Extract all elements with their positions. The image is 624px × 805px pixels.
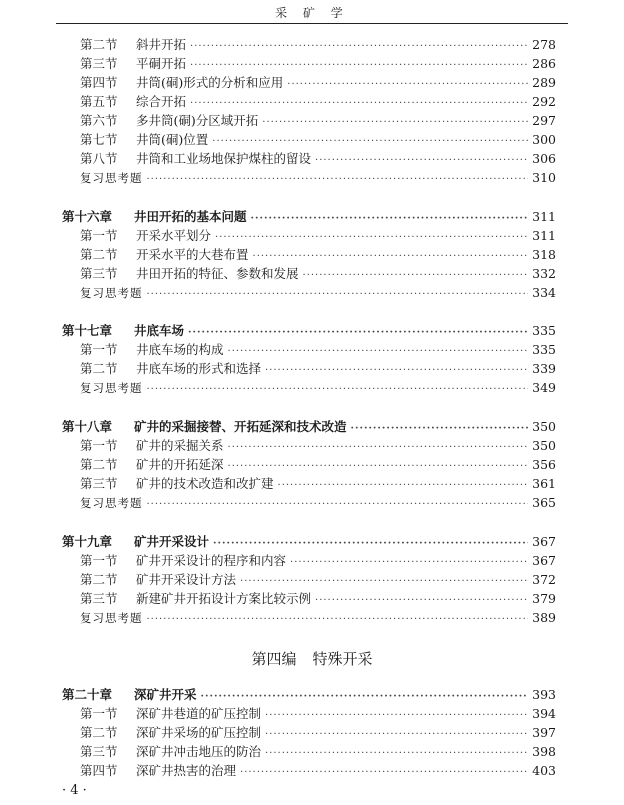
section-number: 第一节 [80, 706, 118, 721]
dot-leader [240, 573, 528, 591]
dot-leader [265, 745, 528, 763]
dot-leader [315, 152, 528, 170]
dot-leader [240, 764, 528, 782]
dot-leader [228, 439, 528, 457]
dot-leader [290, 554, 528, 572]
dot-leader [265, 726, 528, 744]
section-number: 第三节 [80, 744, 118, 759]
page-ref: 300 [532, 132, 556, 147]
toc-review-entry[interactable] [80, 609, 556, 627]
chapter-title: 井田开拓的基本问题 [134, 209, 247, 224]
part-heading [0, 648, 624, 669]
dot-leader [315, 592, 528, 610]
review-title: 复习思考题 [80, 171, 143, 185]
page-ref: 339 [532, 361, 556, 376]
section-number: 第二节 [80, 37, 118, 52]
page-ref: 286 [532, 56, 556, 71]
toc-entry[interactable] [80, 762, 556, 780]
review-title: 复习思考题 [80, 496, 143, 510]
chapter-number: 第十九章 [62, 534, 113, 549]
section-title: 深矿井冲击地压的防治 [136, 744, 262, 759]
section-title: 井田开拓的特征、参数和发展 [136, 266, 299, 281]
section-title: 矿井开采设计的程序和内容 [136, 553, 287, 568]
page-ref: 393 [532, 687, 556, 702]
running-header: 采 矿 学 [275, 6, 349, 20]
page-ref: 297 [532, 113, 556, 128]
toc-chapter[interactable] [62, 533, 556, 551]
chapter-title: 矿井的采掘接替、开拓延深和技术改造 [134, 419, 347, 434]
toc-entry[interactable] [80, 360, 556, 378]
dot-leader [213, 535, 528, 553]
section-number: 第三节 [80, 476, 118, 491]
section-number: 第二节 [80, 572, 118, 587]
toc-review-entry[interactable] [80, 284, 556, 302]
page-ref: 397 [532, 725, 556, 740]
page-ref: 350 [532, 419, 556, 434]
page-ref: 356 [532, 457, 556, 472]
section-number: 第五节 [80, 94, 118, 109]
page-ref: 349 [532, 380, 556, 395]
chapter-title: 井底车场 [134, 323, 185, 338]
page-ref: 311 [532, 228, 556, 243]
dot-leader [228, 458, 528, 476]
toc-entry[interactable] [80, 131, 556, 149]
section-title: 深矿井采场的矿压控制 [136, 725, 262, 740]
toc-chapter[interactable] [62, 686, 556, 704]
toc-entry[interactable] [80, 590, 556, 608]
dot-leader [212, 133, 528, 151]
toc-chapter[interactable] [62, 418, 556, 436]
section-number: 第六节 [80, 113, 118, 128]
toc-entry[interactable] [80, 552, 556, 570]
dot-leader [201, 688, 528, 706]
page-ref: 372 [532, 572, 556, 587]
page-ref: 292 [532, 94, 556, 109]
section-number: 第二节 [80, 725, 118, 740]
chapter-number: 第十七章 [62, 323, 113, 338]
section-title: 深矿井巷道的矿压控制 [136, 706, 262, 721]
dot-leader [190, 38, 528, 56]
section-number: 第一节 [80, 438, 118, 453]
toc-entry[interactable] [80, 456, 556, 474]
section-title: 井筒(硐)形式的分析和应用 [136, 75, 284, 90]
dot-leader [188, 324, 528, 342]
page-ref: 379 [532, 591, 556, 606]
page-ref: 311 [532, 209, 556, 224]
toc-review-entry[interactable] [80, 169, 556, 187]
part-label: 第四编 [251, 650, 297, 668]
part-title: 特殊开采 [312, 650, 373, 668]
section-title: 开采水平的大巷布置 [136, 247, 249, 262]
toc-entry[interactable] [80, 724, 556, 742]
dot-leader [262, 114, 528, 132]
page-ref: 350 [532, 438, 556, 453]
page-ref: 365 [532, 495, 556, 510]
page-ref: 367 [532, 534, 556, 549]
page-ref: 334 [532, 285, 556, 300]
chapter-title: 深矿井开采 [134, 687, 197, 702]
page-ref: 335 [532, 342, 556, 357]
section-title: 平硐开拓 [136, 56, 187, 71]
section-number: 第三节 [80, 266, 118, 281]
dot-leader [215, 229, 528, 247]
chapter-number: 第二十章 [62, 687, 113, 702]
page-ref: 361 [532, 476, 556, 491]
page-ref: 389 [532, 610, 556, 625]
dot-leader [228, 343, 528, 361]
section-title: 井底车场的构成 [136, 342, 224, 357]
dot-leader [251, 210, 528, 228]
section-number: 第一节 [80, 553, 118, 568]
dot-leader [287, 76, 528, 94]
section-title: 斜井开拓 [136, 37, 187, 52]
chapter-title: 矿井开采设计 [134, 534, 210, 549]
dot-leader [147, 286, 529, 304]
page-ref: 332 [532, 266, 556, 281]
toc-entry[interactable] [80, 74, 556, 92]
toc-entry[interactable] [80, 571, 556, 589]
page-ref: 318 [532, 247, 556, 262]
toc-chapter[interactable] [62, 322, 556, 340]
page-ref: 394 [532, 706, 556, 721]
dot-leader [351, 420, 528, 438]
dot-leader [147, 611, 529, 629]
toc-entry[interactable] [80, 36, 556, 54]
review-title: 复习思考题 [80, 381, 143, 395]
dot-leader [265, 362, 528, 380]
toc-entry[interactable] [80, 743, 556, 761]
toc-entry[interactable] [80, 93, 556, 111]
page-ref: 335 [532, 323, 556, 338]
toc-review-entry[interactable] [80, 379, 556, 397]
page-ref: 278 [532, 37, 556, 52]
dot-leader [303, 267, 528, 285]
section-title: 矿井的开拓延深 [136, 457, 224, 472]
page-ref: 310 [532, 170, 556, 185]
section-title: 开采水平划分 [136, 228, 212, 243]
section-title: 矿井的技术改造和改扩建 [136, 476, 274, 491]
toc-entry[interactable] [80, 55, 556, 73]
page-number: · 4 · [62, 783, 87, 798]
page-ref: 289 [532, 75, 556, 90]
section-number: 第四节 [80, 763, 118, 778]
section-title: 矿井开采设计方法 [136, 572, 237, 587]
dot-leader [190, 95, 528, 113]
page-ref: 403 [532, 763, 556, 778]
section-number: 第二节 [80, 247, 118, 262]
section-number: 第三节 [80, 591, 118, 606]
toc-entry[interactable] [80, 246, 556, 264]
section-number: 第八节 [80, 151, 118, 166]
page-ref: 398 [532, 744, 556, 759]
toc-entry[interactable] [80, 265, 556, 283]
section-title: 新建矿井开拓设计方案比较示例 [136, 591, 312, 606]
toc-entry[interactable] [80, 227, 556, 245]
chapter-number: 第十六章 [62, 209, 113, 224]
section-title: 井筒和工业场地保护煤柱的留设 [136, 151, 312, 166]
review-title: 复习思考题 [80, 611, 143, 625]
toc-entry[interactable] [80, 341, 556, 359]
section-number: 第二节 [80, 457, 118, 472]
toc-review-entry[interactable] [80, 494, 556, 512]
review-title: 复习思考题 [80, 286, 143, 300]
dot-leader [253, 248, 528, 266]
section-number: 第一节 [80, 342, 118, 357]
dot-leader [147, 496, 529, 514]
toc-entry[interactable] [80, 150, 556, 168]
section-number: 第三节 [80, 56, 118, 71]
page-ref: 306 [532, 151, 556, 166]
section-title: 多井筒(硐)分区域开拓 [136, 113, 259, 128]
toc-entry[interactable] [80, 437, 556, 455]
section-title: 综合开拓 [136, 94, 187, 109]
section-number: 第七节 [80, 132, 118, 147]
section-title: 井筒(硐)位置 [136, 132, 209, 147]
section-title: 井底车场的形式和选择 [136, 361, 262, 376]
chapter-number: 第十八章 [62, 419, 113, 434]
toc-chapter[interactable] [62, 208, 556, 226]
page-ref: 367 [532, 553, 556, 568]
header-rule [56, 23, 568, 24]
dot-leader [278, 477, 528, 495]
section-number: 第一节 [80, 228, 118, 243]
dot-leader [190, 57, 528, 75]
toc-entry[interactable] [80, 475, 556, 493]
section-number: 第四节 [80, 75, 118, 90]
section-title: 矿井的采掘关系 [136, 438, 224, 453]
section-title: 深矿井热害的治理 [136, 763, 237, 778]
dot-leader [147, 381, 529, 399]
toc-entry[interactable] [80, 112, 556, 130]
section-number: 第二节 [80, 361, 118, 376]
dot-leader [265, 707, 528, 725]
toc-entry[interactable] [80, 705, 556, 723]
dot-leader [147, 171, 529, 189]
